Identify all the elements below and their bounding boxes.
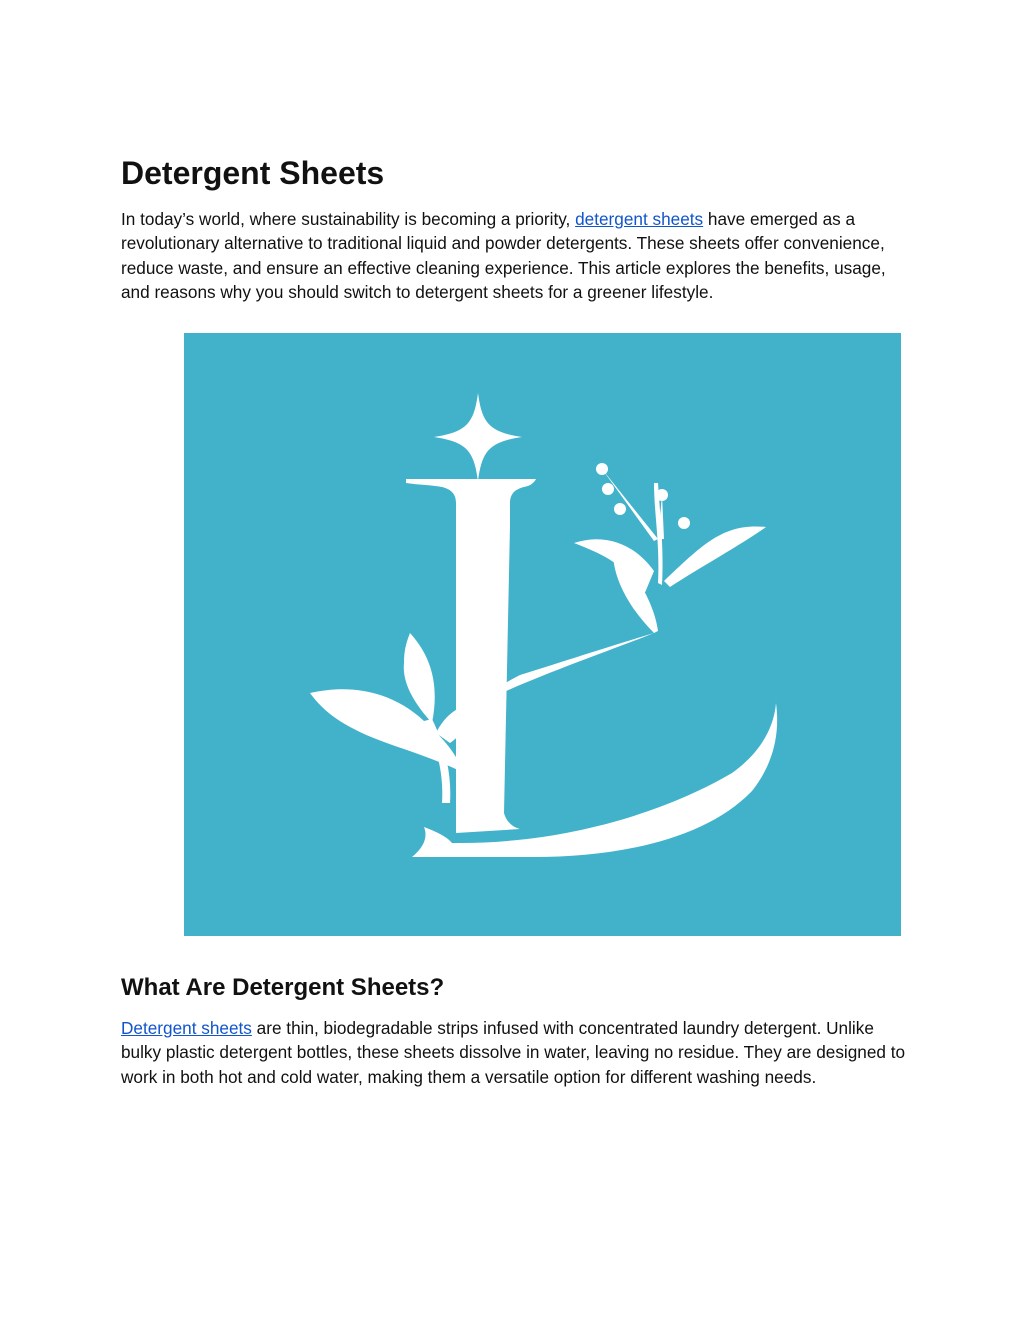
section-heading: What Are Detergent Sheets? [121,974,445,1001]
intro-paragraph [121,207,906,305]
sparkle-icon [434,393,522,481]
intro-text-after-link: have emerged as a revolutionary alternative to traditional liquid and powder detergents. These sheets offer convenience, reduce waste, and ensure an effective cleaning experience. This article explores the benefits, usage, and reasons why you should switch to detergent sheets for a greener lifestyle. [121,209,886,303]
leaf-icon [574,539,654,595]
leaf-icon [664,526,766,587]
vine-icon [484,633,654,701]
detergent-sheets-link[interactable]: detergent sheets [575,209,704,229]
detergent-sheets-link-2[interactable]: Detergent sheets [121,1018,252,1038]
page-title: Detergent Sheets [121,155,385,191]
letter-l-stem [456,525,520,833]
section-paragraph [121,1016,906,1089]
letter-l-leaf-logo-icon [184,333,901,936]
section-text-after-link: are thin, biodegradable strips infused with concentrated laundry detergent. Unlike bulky plastic detergent bottles, these sheets dissolve in water, leaving no residue. They are designed to work in both hot and cold water, making them a versatile option for different washing needs. [121,1018,906,1087]
hero-image [184,333,901,936]
intro-text-before-link: In today’s world, where sustainability is becoming a priority, [121,209,576,229]
letter-l-serif [406,479,536,529]
